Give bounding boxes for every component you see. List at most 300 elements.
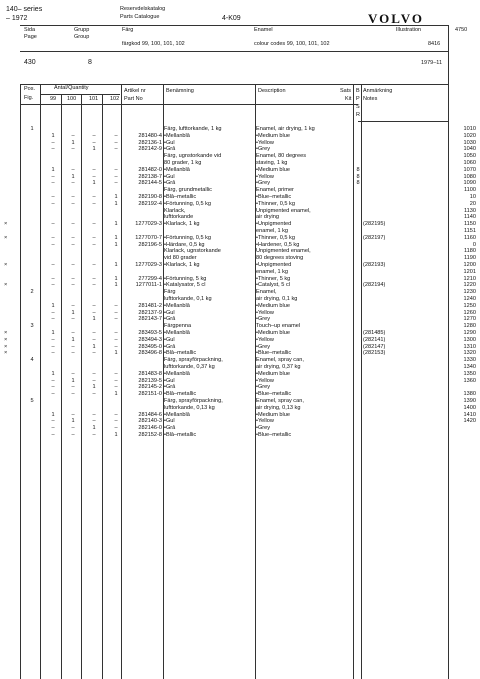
part-name-sv: lufttorkande, 0,37 kg (164, 364, 215, 370)
illustration-ref: 1220 (463, 282, 476, 289)
col-q100: 100 (67, 96, 77, 102)
qty-99: – (51, 262, 55, 268)
part-name-sv: Klarlack, (164, 207, 186, 214)
illustration-ref: 0 (472, 241, 476, 248)
qty-101: 1 (92, 316, 96, 323)
qty-102: – (114, 173, 118, 180)
qty-99: 1 (51, 132, 55, 139)
part-number: 277299-4 (138, 275, 162, 282)
part-description-en: •Medium blue (256, 411, 290, 418)
illustration-ref: 1300 (463, 336, 476, 343)
part-description-en: •Medium blue (256, 166, 290, 173)
part-description-en: •Blue–metallic (256, 391, 292, 398)
qty-100: – (71, 316, 75, 323)
part-note: (282153) (363, 350, 386, 357)
col-r: R (356, 112, 360, 118)
illustration-ref: 1140 (463, 214, 476, 221)
part-name-sv: •Grå (164, 343, 176, 350)
part-number: 283495-0 (138, 343, 162, 350)
part-number: 283496-8 (138, 350, 162, 357)
part-note: (282194) (363, 282, 386, 289)
qty-102: 1 (114, 221, 118, 228)
qty-102: 1 (114, 241, 118, 248)
qty-100: – (71, 234, 75, 241)
part-description-en: air drying (256, 214, 280, 221)
qty-99: – (51, 275, 55, 282)
qty-100: 1 (71, 377, 75, 384)
part-description-en: •Yellow (256, 173, 274, 180)
illustration-ref: 1360 (463, 377, 476, 384)
qty-99: – (51, 418, 55, 425)
illustration-ref: 1050 (463, 153, 476, 160)
qty-100: 1 (71, 173, 75, 180)
qty-101: – (92, 262, 96, 268)
group-label-sv: Grupp (74, 27, 90, 33)
page-label-sv: Sida (24, 27, 36, 33)
qty-102: – (114, 309, 118, 316)
qty-99: – (51, 180, 55, 187)
qty-100: – (71, 330, 75, 336)
part-description-en: •Medium blue (256, 370, 290, 377)
part-number: 282140-3 (138, 418, 162, 425)
part-description-en: Unpigmented enamel, (256, 207, 311, 214)
qty-102: 1 (114, 234, 118, 241)
columns-bottom-rule-right (358, 121, 448, 122)
catalog-code: 4-K09 (222, 15, 241, 22)
part-name-sv: Färg, sprayförpackning, (164, 398, 223, 404)
part-description-en: air drying, 0,13 kg (256, 404, 301, 411)
qty-99: – (51, 384, 55, 391)
qty-101: 1 (92, 384, 96, 391)
part-name-sv: Färg, ugnstorkande vid (164, 153, 222, 160)
part-note: (282147) (363, 343, 386, 350)
part-description-en: staving, 1 kg (256, 160, 288, 166)
qty-102: 1 (114, 350, 118, 357)
part-number: 282151-0 (138, 391, 162, 398)
table-row (0, 255, 480, 262)
illustration-ref: 1060 (463, 160, 476, 166)
qty-99: – (51, 173, 55, 180)
illustration-ref: 1240 (463, 296, 476, 302)
part-name-sv: •Mellanblå (164, 330, 190, 336)
qty-99: – (51, 336, 55, 343)
part-description-en: •Grey (256, 146, 271, 153)
fig-number: 1 (30, 126, 34, 132)
qty-101: – (92, 166, 96, 173)
part-number: 282138-7 (138, 173, 162, 180)
part-name-sv: •Gul (164, 336, 175, 343)
table-row (0, 384, 480, 391)
table-row (0, 180, 480, 187)
table-row (0, 337, 480, 344)
table-row (0, 391, 480, 398)
qty-99: – (51, 309, 55, 316)
qty-102: – (114, 316, 118, 323)
qty-102: 1 (114, 194, 118, 200)
qty-99: – (51, 377, 55, 384)
part-name-sv: •Blå–metallic (164, 350, 197, 357)
part-description-en: •Thinner, 0,5 kg (256, 234, 295, 241)
replaced-marker: × (4, 262, 8, 268)
columns-bottom-rule (20, 104, 358, 105)
table-row (0, 303, 480, 310)
qty-101: – (92, 302, 96, 309)
qty-100: – (71, 262, 75, 268)
illustration-ref: 1210 (463, 275, 476, 282)
page-label-en: Page (24, 34, 37, 40)
illustration-ref: 1020 (463, 132, 476, 139)
part-name-sv: Färg, grundmetallic (164, 187, 212, 194)
qty-99: – (51, 432, 55, 438)
fig-number: 3 (30, 323, 34, 330)
part-number: 1277029-3 (135, 221, 162, 228)
table-row (0, 208, 480, 215)
part-name-sv: •Gul (164, 309, 175, 316)
illustration-ref: 1230 (463, 289, 476, 296)
part-description-en: •Grey (256, 316, 271, 323)
catalog-title-en: Parts Catalogue (120, 14, 160, 20)
illustration-ref: 1260 (463, 309, 476, 316)
qty-101: – (92, 173, 96, 180)
qty-101: – (92, 139, 96, 146)
qty-102: – (114, 166, 118, 173)
table-row (0, 221, 480, 228)
table-row (0, 296, 480, 303)
table-row (0, 425, 480, 432)
part-name-sv: •Förtunning, 0,5 kg (164, 234, 212, 241)
part-name-sv: •Grå (164, 180, 176, 187)
part-name-sv: •Katalysator, 5 cl (164, 282, 206, 289)
illustration-ref: 1010 (463, 126, 476, 132)
table-row (0, 187, 480, 194)
qty-102: 1 (114, 391, 118, 398)
illustration-ref: 1250 (463, 302, 476, 309)
part-name-sv: •Förtunning, 5 kg (164, 275, 207, 282)
part-name-sv: lufttorkande, 0,13 kg (164, 404, 215, 411)
qty-100: – (71, 384, 75, 391)
part-name-sv: 80 grader, 1 kg (164, 160, 202, 166)
table-row (0, 228, 480, 235)
qty-100: 1 (71, 309, 75, 316)
table-row (0, 418, 480, 425)
illustration-ref: 1350 (463, 370, 476, 377)
qty-100: – (71, 194, 75, 200)
qty-101: – (92, 377, 96, 384)
qty-101: – (92, 370, 96, 377)
part-name-sv: •Blå–metallic (164, 194, 197, 200)
illustration-ref: 1320 (463, 350, 476, 357)
qty-102: – (114, 132, 118, 139)
catalog-date: 1979–11 (421, 60, 443, 66)
part-note: (282195) (363, 221, 386, 228)
col-q99: 99 (50, 96, 57, 102)
part-description-en: 80 degrees stoving (256, 255, 304, 262)
part-description-en: air drying, 0,1 kg (256, 296, 298, 302)
qty-101: – (92, 275, 96, 282)
qty-100: – (71, 221, 75, 228)
fig-number: 2 (30, 289, 34, 296)
part-number: 282137-9 (138, 309, 162, 316)
replaced-marker: × (4, 343, 8, 350)
part-number: 281480-4 (138, 132, 162, 139)
part-name-sv: •Mellanblå (164, 411, 190, 418)
illustration-ref: 1190 (463, 255, 476, 262)
part-description-en: Enamel, air drying, 1 kg (256, 126, 315, 132)
qty-100: 1 (71, 139, 75, 146)
part-description-en: •Unpigmented (256, 262, 292, 268)
part-description-en: Touch–up enamel (256, 323, 301, 330)
part-note: (282197) (363, 234, 386, 241)
illustration-ref: 1180 (463, 248, 476, 255)
table-row (0, 133, 480, 140)
part-number: 283493-5 (138, 330, 162, 336)
part-name-sv: •Grå (164, 316, 176, 323)
illustration-ref: 1030 (463, 139, 476, 146)
qty-100: – (71, 391, 75, 398)
table-row (0, 282, 480, 289)
illustration-ref: 1151 (463, 228, 476, 234)
table-row (0, 262, 480, 269)
table-row (0, 330, 480, 337)
qty-101: – (92, 241, 96, 248)
qty-99: – (51, 350, 55, 357)
table-row (0, 153, 480, 160)
part-number: 281483-8 (138, 370, 162, 377)
qty-101: – (92, 234, 96, 241)
qty-99: – (51, 391, 55, 398)
part-description-en: •Medium blue (256, 330, 290, 336)
illustration-ref: 1100 (463, 187, 476, 194)
qty-99: – (51, 194, 55, 200)
part-name-sv: •Grå (164, 384, 176, 391)
part-name-sv: •Blå–metallic (164, 432, 197, 438)
illustration-ref: 1090 (463, 180, 476, 187)
col-note-en: Notes (363, 96, 378, 102)
part-number: 282146-0 (138, 425, 162, 432)
illustration-ref: 1400 (463, 404, 476, 411)
qty-100: – (71, 275, 75, 282)
part-name-sv: •Förtunning, 0,5 kg (164, 200, 212, 207)
qty-101: – (92, 309, 96, 316)
illustration-ref: 1420 (463, 418, 476, 425)
table-row (0, 350, 480, 357)
qty-101: – (92, 282, 96, 289)
qty-100: – (71, 146, 75, 153)
kit-marker: 8 (356, 166, 360, 173)
qty-101: – (92, 194, 96, 200)
qty-100: – (71, 166, 75, 173)
illustration-ref: 1270 (463, 316, 476, 323)
qty-102: – (114, 377, 118, 384)
part-name-sv: •Gul (164, 418, 175, 425)
part-name-sv: Färg, luftt​orkande, 1 kg (164, 126, 222, 132)
illustration-ref: 1160 (463, 234, 476, 241)
qty-100: – (71, 180, 75, 187)
col-art-sv: Artikel nr (124, 88, 146, 94)
qty-101: – (92, 221, 96, 228)
part-name-sv: Färgpenna (164, 323, 192, 330)
qty-101: – (92, 418, 96, 425)
part-description-en: •Hardener, 0,5 kg (256, 241, 300, 248)
qty-100: – (71, 132, 75, 139)
part-name-sv: •Gul (164, 173, 175, 180)
qty-102: 1 (114, 432, 118, 438)
part-name-sv: •Mellanblå (164, 132, 190, 139)
part-description-en: Enamel, spray can, (256, 398, 304, 404)
qty-102: – (114, 370, 118, 377)
table-row (0, 276, 480, 283)
qty-100: – (71, 350, 75, 357)
part-description-en: •Catalyst, 5 cl (256, 282, 290, 289)
fig-number: 4 (30, 357, 34, 364)
part-number: 1277011-1 (135, 282, 162, 289)
qty-102: – (114, 411, 118, 418)
part-description-en: •Yellow (256, 336, 274, 343)
qty-99: – (51, 343, 55, 350)
part-number: 282136-1 (138, 139, 162, 146)
qty-99: – (51, 234, 55, 241)
qty-101: 1 (92, 146, 96, 153)
table-row (0, 194, 480, 201)
quantity-subrule (40, 94, 120, 95)
table-row (0, 371, 480, 378)
part-number: 282143-7 (138, 316, 162, 323)
part-number: 282139-5 (138, 377, 162, 384)
part-description-en: •Thinner, 5 kg (256, 275, 291, 282)
qty-101: – (92, 350, 96, 357)
qty-102: 1 (114, 262, 118, 268)
table-row (0, 126, 480, 133)
replaced-marker: × (4, 350, 8, 357)
replaced-marker: × (4, 336, 8, 343)
table-row (0, 364, 480, 371)
col-pos-en: Fig. (24, 95, 34, 101)
table-row (0, 242, 480, 249)
qty-101: – (92, 200, 96, 207)
qty-102: 1 (114, 275, 118, 282)
illustration-ref: 1330 (463, 357, 476, 364)
table-row (0, 160, 480, 167)
part-name-sv: Färg (164, 289, 176, 296)
qty-101: – (92, 330, 96, 336)
qty-99: 1 (51, 330, 55, 336)
table-row (0, 412, 480, 419)
qty-101: – (92, 132, 96, 139)
part-name-sv: Färg, sprayförpackning, (164, 357, 223, 364)
qty-99: – (51, 139, 55, 146)
illustration-ref: 1390 (463, 398, 476, 404)
illustration-ref: 1201 (463, 268, 476, 275)
qty-99: 1 (51, 302, 55, 309)
color-codes-sv: färgkod 99, 100, 101, 102 (122, 41, 185, 47)
col-note-sv: Anmärkning (363, 88, 393, 94)
color-label-en: Enamel (254, 27, 273, 33)
part-name-sv: •Gul (164, 377, 175, 384)
part-number: 283494-3 (138, 336, 162, 343)
col-name-sv: Benämning (166, 88, 194, 94)
part-description-en: Enamel, (256, 289, 277, 296)
qty-99: – (51, 425, 55, 432)
table-row (0, 344, 480, 351)
part-description-en: Enamel, 80 degrees (256, 153, 307, 160)
series-year: – 1972 (6, 15, 28, 22)
qty-101: 1 (92, 343, 96, 350)
col-kit: Kit (345, 96, 352, 102)
replaced-marker: × (4, 282, 8, 289)
col-desc-en: Description (258, 88, 286, 94)
qty-100: – (71, 411, 75, 418)
qty-102: – (114, 139, 118, 146)
illustration-ref: 10 (469, 194, 476, 200)
part-description-en: Enamel, primer (256, 187, 294, 194)
table-row (0, 398, 480, 405)
col-q102: 102 (110, 96, 120, 102)
qty-100: – (71, 432, 75, 438)
part-name-sv: •Mellanblå (164, 302, 190, 309)
col-art-en: Part No (124, 96, 143, 102)
col-p: P (356, 96, 360, 102)
table-row (0, 174, 480, 181)
qty-102: – (114, 425, 118, 432)
qty-102: – (114, 384, 118, 391)
qty-100: – (71, 302, 75, 309)
illustration-ref: 1130 (463, 207, 476, 214)
illustration-ref: 1070 (463, 166, 476, 173)
qty-99: – (51, 146, 55, 153)
qty-100: – (71, 241, 75, 248)
illustration-ref: 1080 (463, 173, 476, 180)
part-number: 282196-5 (138, 241, 162, 248)
part-description-en: •Thinner, 0,5 kg (256, 200, 295, 207)
illustration-ref: 1340 (463, 364, 476, 370)
qty-100: 1 (71, 336, 75, 343)
qty-102: – (114, 180, 118, 187)
part-name-sv: Klarlack, ugnstorkande (164, 248, 221, 255)
part-number: 281484-6 (138, 411, 162, 418)
table-row (0, 378, 480, 385)
illustration-ref: 1290 (463, 330, 476, 336)
color-label-sv: Färg (122, 27, 134, 33)
qty-102: – (114, 336, 118, 343)
part-number: 282152-8 (138, 432, 162, 438)
qty-102: – (114, 330, 118, 336)
qty-100: – (71, 282, 75, 289)
illustration-ref: 1040 (463, 146, 476, 153)
col-quantity: Antal/Quantity (54, 85, 89, 91)
qty-102: – (114, 146, 118, 153)
illustration-number: 8416 (428, 41, 441, 47)
col-b: B (356, 88, 360, 94)
table-row (0, 310, 480, 317)
table-row (0, 167, 480, 174)
part-description-en: •Grey (256, 180, 271, 187)
part-number: 282192-4 (138, 200, 162, 207)
part-description-en: enamel, 1 kg (256, 268, 289, 275)
part-name-sv: •Gul (164, 139, 175, 146)
part-name-sv: lufttorkande, 0,1 kg (164, 296, 212, 302)
part-description-en: •Medium blue (256, 132, 290, 139)
qty-102: – (114, 302, 118, 309)
qty-99: – (51, 282, 55, 289)
qty-99: 1 (51, 166, 55, 173)
kit-marker: 8 (356, 180, 360, 187)
replaced-marker: × (4, 330, 8, 336)
replaced-marker: × (4, 234, 8, 241)
illustration-ref: 1310 (463, 343, 476, 350)
part-number: 282142-9 (138, 146, 162, 153)
replaced-marker: × (4, 221, 8, 228)
part-note: (282193) (363, 262, 386, 268)
